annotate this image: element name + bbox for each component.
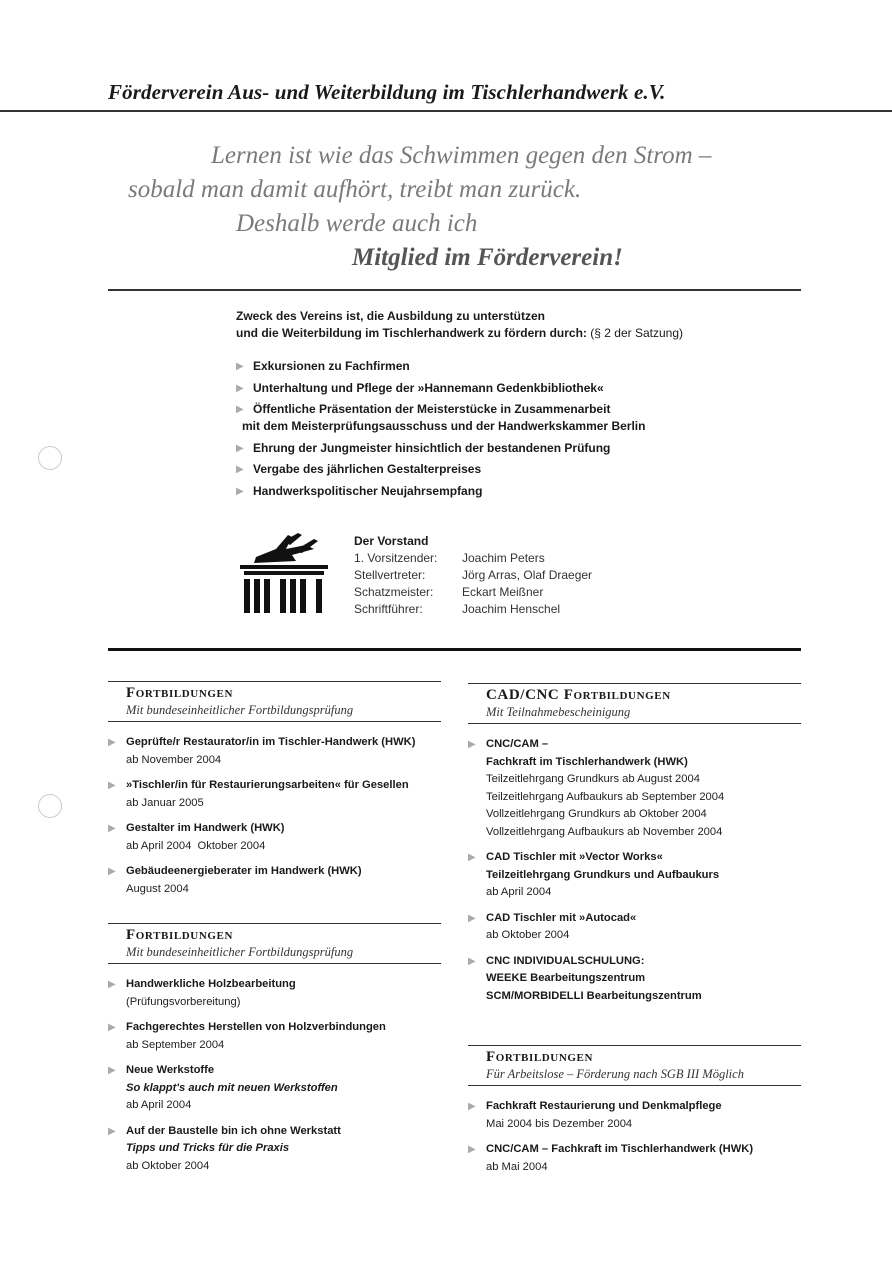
- triangle-right-icon: ▶: [108, 1065, 116, 1076]
- course-detail: ab April 2004 Oktober 2004: [126, 839, 266, 852]
- list-item-text: Handwerkspolitischer Neujahrsempfang: [253, 483, 483, 498]
- section-title: Fortbildungen: [126, 685, 234, 701]
- left-section-1: [108, 681, 441, 906]
- punch-hole: [38, 794, 62, 818]
- punch-hole: [38, 446, 62, 470]
- section-divider: [108, 648, 801, 651]
- purpose-line-1: Zweck des Vereins ist, die Ausbildung zu unterstützen: [236, 309, 545, 323]
- course-list: [108, 964, 441, 1175]
- course-detail: ab April 2004: [486, 886, 552, 898]
- section-rule: [108, 923, 441, 924]
- list-item: [236, 401, 776, 435]
- board-row: [354, 550, 592, 567]
- course-item: [108, 777, 441, 812]
- course-item: [108, 976, 441, 1011]
- course-title: Geprüfte/r Restaurator/in im Tischler-Handwerk (HWK): [126, 736, 416, 748]
- list-item: [236, 380, 776, 397]
- triangle-right-icon: ▶: [468, 955, 476, 967]
- list-item-text: Ehrung der Jungmeister hinsichtlich der bestandenen Prüfung: [253, 440, 611, 455]
- course-title: Gebäudeenergieberater im Handwerk (HWK): [126, 865, 362, 877]
- course-detail: ab Januar 2005: [126, 796, 204, 809]
- course-title: CNC/CAM –: [486, 738, 549, 750]
- list-item: [236, 358, 776, 375]
- course-detail: ab Oktober 2004: [126, 1159, 210, 1172]
- section-subtitle: Mit bundeseinheitlicher Fortbildungsprüfung: [126, 703, 354, 717]
- triangle-right-icon: ▶: [468, 1101, 476, 1112]
- list-item-continuation: mit dem Meisterprüfungsausschuss und der Handwerkskammer Berlin: [242, 419, 646, 433]
- section-title: CAD/CNC Fortbildungen: [486, 687, 671, 703]
- course-title: CAD Tischler mit »Vector Works«: [486, 851, 663, 863]
- course-list: [468, 724, 801, 1005]
- course-title: Handwerkliche Holzbearbeitung: [126, 978, 296, 990]
- board-role: Schatzmeister:: [354, 585, 434, 599]
- course-title: Neue Werkstoffe: [126, 1064, 215, 1076]
- left-section-2: [108, 923, 441, 1183]
- course-detail: Teilzeitlehrgang Grundkurs ab August 2004: [486, 773, 700, 785]
- triangle-right-icon: ▶: [236, 382, 244, 394]
- course-item: [468, 849, 801, 902]
- course-detail: August 2004: [126, 882, 189, 895]
- board-name: Eckart Meißner: [462, 585, 544, 599]
- board-role: Stellvertreter:: [354, 568, 426, 582]
- course-item: [108, 1123, 441, 1176]
- course-item: [468, 953, 801, 1006]
- course-list: [108, 722, 441, 898]
- board-title: Der Vorstand: [354, 534, 429, 548]
- triangle-right-icon: ▶: [108, 780, 116, 791]
- course-item: [108, 820, 441, 855]
- right-section-1: [468, 683, 801, 1013]
- section-rule: [468, 683, 801, 684]
- triangle-right-icon: ▶: [468, 852, 476, 863]
- triangle-right-icon: ▶: [108, 1125, 116, 1137]
- purpose-list: [236, 358, 776, 504]
- right-section-2: [468, 1045, 801, 1184]
- slogan-rule: [108, 289, 801, 291]
- section-rule: [108, 681, 441, 682]
- board-row: [354, 567, 592, 584]
- course-item: [468, 736, 801, 841]
- board-members: [354, 533, 592, 618]
- section-subtitle: Mit bundeseinheitlicher Fortbildungsprüfung: [126, 945, 354, 959]
- course-detail: Vollzeitlehrgang Grundkurs ab Oktober 2004: [486, 808, 707, 820]
- section-title: Fortbildungen: [126, 927, 234, 943]
- course-item: [108, 734, 441, 769]
- slogan-line-1: Lernen ist wie das Schwimmen gegen den Strom –: [211, 142, 712, 169]
- course-title-3: SCM/MORBIDELLI Bearbeitungszentrum: [486, 989, 702, 1002]
- purpose-line-2-text: und die Weiterbildung im Tischlerhandwerk zu fördern durch:: [236, 326, 587, 340]
- course-detail: ab Mai 2004: [486, 1160, 548, 1173]
- course-title: CNC/CAM – Fachkraft im Tischlerhandwerk (HWK): [486, 1143, 754, 1155]
- slogan-line-2: sobald man damit aufhört, treibt man zurück.: [128, 176, 582, 203]
- board-role: Schriftführer:: [354, 602, 423, 616]
- course-item: [468, 1098, 801, 1133]
- course-detail: Mai 2004 bis Dezember 2004: [486, 1117, 633, 1130]
- slogan-line-4: Mitglied im Förderverein!: [352, 244, 623, 271]
- course-detail: Teilzeitlehrgang Aufbaukurs ab September 2004: [486, 790, 725, 803]
- list-item-text: Exkursionen zu Fachfirmen: [253, 359, 410, 373]
- section-subtitle: Mit Teilnahmebescheinigung: [486, 705, 631, 719]
- list-item-text: Unterhaltung und Pflege der »Hannemann Gedenkbibliothek«: [253, 380, 604, 395]
- triangle-right-icon: ▶: [468, 739, 476, 750]
- course-tagline: Tipps und Tricks für die Praxis: [126, 1142, 290, 1154]
- triangle-right-icon: ▶: [236, 442, 244, 454]
- board-name: Jörg Arras, Olaf Draeger: [462, 568, 593, 582]
- triangle-right-icon: ▶: [468, 912, 476, 924]
- course-detail: ab April 2004: [126, 1099, 192, 1111]
- section-subtitle: Für Arbeitslose – Förderung nach SGB III Möglich: [486, 1067, 744, 1081]
- course-item: [468, 1141, 801, 1176]
- list-item-text: Vergabe des jährlichen Gestalterpreises: [253, 462, 482, 476]
- triangle-right-icon: ▶: [108, 979, 116, 990]
- course-title-2: WEEKE Bearbeitungszentrum: [486, 972, 646, 984]
- board-name: Joachim Henschel: [462, 602, 561, 616]
- list-item: [236, 461, 776, 478]
- triangle-right-icon: ▶: [236, 485, 244, 497]
- org-title: Förderverein Aus- und Weiterbildung im Tischlerhandwerk e.V.: [108, 80, 666, 104]
- header-rule: [0, 110, 892, 112]
- board-row: [354, 584, 592, 601]
- course-tagline: So klappt's auch mit neuen Werkstoffen: [126, 1081, 338, 1094]
- brandenburg-gate-plane-logo: [236, 527, 332, 613]
- course-title: Auf der Baustelle bin ich ohne Werkstatt: [126, 1124, 341, 1137]
- triangle-right-icon: ▶: [468, 1144, 476, 1155]
- slogan-line-3: Deshalb werde auch ich: [236, 210, 478, 237]
- course-title-2: Fachkraft im Tischlerhandwerk (HWK): [486, 755, 688, 768]
- course-item: [108, 1062, 441, 1115]
- triangle-right-icon: ▶: [236, 464, 244, 475]
- list-item: [236, 483, 776, 500]
- triangle-right-icon: ▶: [108, 866, 116, 877]
- triangle-right-icon: ▶: [236, 361, 244, 372]
- course-title: Fachgerechtes Herstellen von Holzverbindungen: [126, 1021, 386, 1033]
- list-item-text: Öffentliche Präsentation der Meisterstücke in Zusammenarbeit: [253, 402, 611, 416]
- section-rule: [468, 1045, 801, 1046]
- purpose-reference: (§ 2 der Satzung): [590, 326, 683, 340]
- triangle-right-icon: ▶: [236, 404, 244, 415]
- triangle-right-icon: ▶: [108, 823, 116, 834]
- purpose-line-2: [236, 326, 796, 340]
- course-item: [108, 863, 441, 898]
- triangle-right-icon: ▶: [108, 737, 116, 748]
- board-name: Joachim Peters: [462, 551, 545, 565]
- course-detail: (Prüfungsvorbereitung): [126, 995, 241, 1008]
- course-list: [468, 1086, 801, 1176]
- course-detail: ab September 2004: [126, 1038, 225, 1051]
- triangle-right-icon: ▶: [108, 1022, 116, 1033]
- course-detail: ab Oktober 2004: [486, 929, 570, 941]
- course-title: CNC INDIVIDUALSCHULUNG:: [486, 954, 645, 967]
- course-detail: Vollzeitlehrgang Aufbaukurs ab November 2004: [486, 825, 723, 838]
- course-detail: ab November 2004: [126, 753, 222, 766]
- board-role: 1. Vorsitzender:: [354, 551, 438, 565]
- course-title: Gestalter im Handwerk (HWK): [126, 822, 285, 834]
- course-item: [108, 1019, 441, 1054]
- board-row: [354, 601, 592, 618]
- course-title-2: Teilzeitlehrgang Grundkurs und Aufbaukurs: [486, 868, 720, 881]
- list-item: [236, 440, 776, 457]
- course-item: [468, 910, 801, 945]
- course-title: »Tischler/in für Restaurierungsarbeiten« für Gesellen: [126, 779, 409, 791]
- course-title: Fachkraft Restaurierung und Denkmalpflege: [486, 1100, 722, 1112]
- course-title: CAD Tischler mit »Autocad«: [486, 911, 637, 924]
- section-title: Fortbildungen: [486, 1049, 594, 1065]
